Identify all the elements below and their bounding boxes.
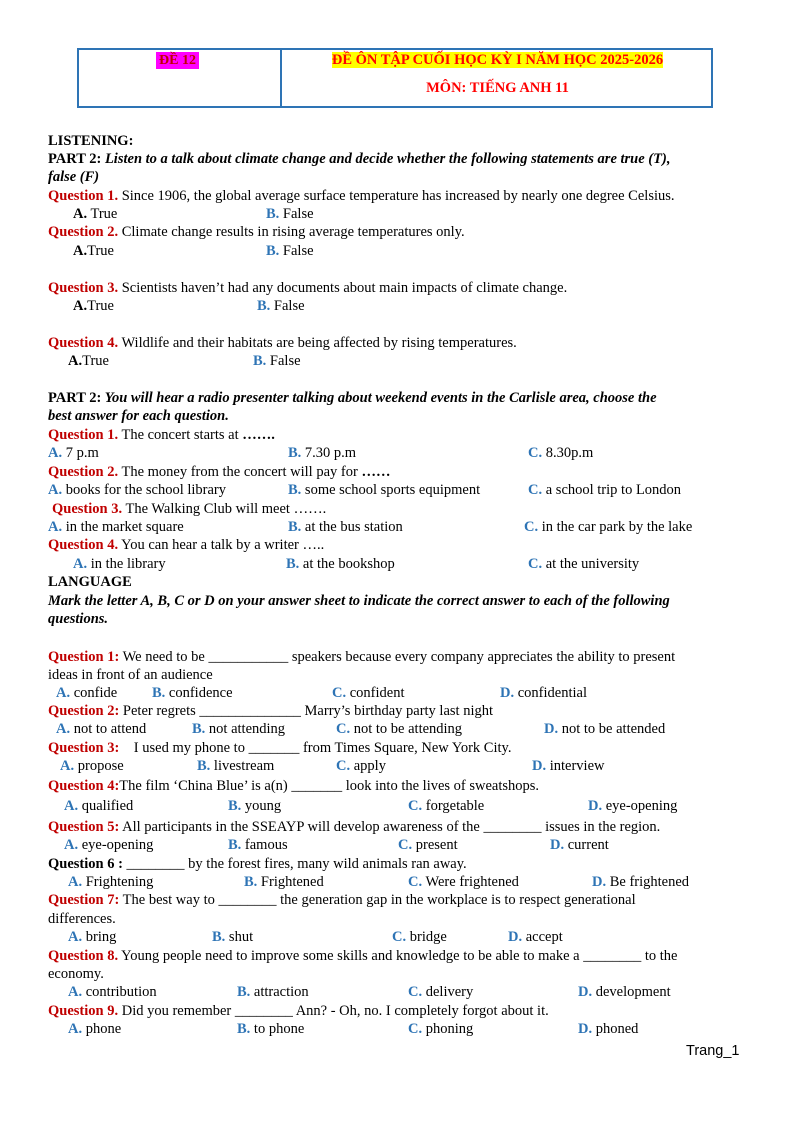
tf-question-1: Question 1. Since 1906, the global average surface temperature has increased by nearly one degree Celsius.	[48, 188, 675, 204]
tf-option-false: B. False	[253, 353, 301, 369]
option-a: A. bring	[68, 929, 117, 945]
option-a: A. contribution	[68, 984, 157, 1000]
option-d: D. not to be attended	[544, 721, 666, 737]
language-question-4: Question 4:The film ‘China Blue’ is a(n) _______ look into the lives of sweatshops.	[48, 778, 540, 794]
tf-option-true: A.True	[73, 298, 114, 314]
option-a: A. eye-opening	[64, 837, 154, 853]
language-question-1: Question 1: We need to be ___________ speakers because every company appreciates the ability to present	[48, 649, 676, 665]
language-question-7: Question 7: The best way to ________ the generation gap in the workplace is to respect generational	[48, 892, 636, 908]
listening-heading: LISTENING:	[48, 133, 134, 149]
part-b-instruction-2: best answer for each question.	[48, 408, 229, 424]
language-question-6: Question 6 : ________ by the forest fires, many wild animals ran away.	[48, 856, 467, 872]
tf-question-4: Question 4. Wildlife and their habitats are being affected by rising temperatures.	[48, 335, 517, 351]
option-a: A. in the market square	[48, 519, 184, 535]
option-d: D. interview	[532, 758, 605, 774]
option-b: B. attraction	[237, 984, 309, 1000]
option-a: A. qualified	[64, 798, 134, 814]
option-a: A. books for the school library	[48, 482, 227, 498]
option-c: C. 8.30p.m	[528, 445, 594, 461]
mc-listening-question-4: Question 4. You can hear a talk by a writer …..	[48, 537, 325, 553]
part-a-instruction: PART 2: Listen to a talk about climate change and decide whether the following statements are true (T),	[48, 151, 671, 167]
tf-option-true: A. True	[73, 206, 118, 222]
mc-listening-question-3: Question 3. The Walking Club will meet …….	[52, 501, 327, 517]
option-d: D. Be frightened	[592, 874, 690, 890]
option-b: B. some school sports equipment	[288, 482, 481, 498]
part-a-instruction-2: false (F)	[48, 169, 100, 185]
option-b: B. famous	[228, 837, 288, 853]
option-b: B. young	[228, 798, 282, 814]
question-continuation: ideas in front of an audience	[48, 667, 213, 683]
option-c: C. delivery	[408, 984, 474, 1000]
option-c: C. forgetable	[408, 798, 485, 814]
exam-title: ĐỀ ÔN TẬP CUỐI HỌC KỲ I NĂM HỌC 2025-2026	[331, 52, 664, 68]
tf-option-false: B. False	[257, 298, 305, 314]
option-d: D. current	[550, 837, 609, 853]
option-d: D. eye-opening	[588, 798, 678, 814]
option-a: A. not to attend	[56, 721, 147, 737]
page-number: Trang_1	[686, 1043, 740, 1059]
option-d: D. development	[578, 984, 671, 1000]
tf-option-false: B. False	[266, 206, 314, 222]
option-b: B. Frightened	[244, 874, 324, 890]
language-question-5: Question 5: All participants in the SSEAYP will develop awareness of the ________ issues in the region.	[48, 819, 661, 835]
option-a: A. phone	[68, 1021, 122, 1037]
language-question-2: Question 2: Peter regrets ______________ Marry’s birthday party last night	[48, 703, 494, 719]
tf-option-true: A.True	[68, 353, 109, 369]
option-d: D. phoned	[578, 1021, 639, 1037]
option-a: A. in the library	[73, 556, 166, 572]
option-b: B. shut	[212, 929, 254, 945]
option-c: C. not to be attending	[336, 721, 463, 737]
option-c: C. present	[398, 837, 458, 853]
exam-subject: MÔN: TIẾNG ANH 11	[426, 80, 569, 96]
mc-listening-question-2: Question 2. The money from the concert will pay for ……	[48, 464, 391, 480]
language-instruction-2: questions.	[48, 611, 109, 627]
question-continuation: differences.	[48, 911, 116, 927]
exam-code: ĐỀ 12	[156, 52, 199, 69]
question-continuation: economy.	[48, 966, 104, 982]
tf-question-3: Question 3. Scientists haven’t had any documents about main impacts of climate change.	[48, 280, 568, 296]
option-b: B. to phone	[237, 1021, 305, 1037]
language-question-3: Question 3: I used my phone to _______ from Times Square, New York City.	[48, 740, 512, 756]
option-d: D. confidential	[500, 685, 587, 701]
language-instruction: Mark the letter A, B, C or D on your answer sheet to indicate the correct answer to each of the following	[48, 593, 670, 609]
option-c: C. Were frightened	[408, 874, 519, 890]
option-d: D. accept	[508, 929, 563, 945]
part-b-instruction: PART 2: You will hear a radio presenter talking about weekend events in the Carlisle area, choose the	[48, 390, 657, 406]
option-b: B. 7.30 p.m	[288, 445, 357, 461]
option-b: B. not attending	[192, 721, 286, 737]
language-question-9: Question 9. Did you remember ________ Ann? - Oh, no. I completely forgot about it.	[48, 1003, 549, 1019]
tf-question-2: Question 2. Climate change results in rising average temperatures only.	[48, 224, 465, 240]
option-c: C. confident	[332, 685, 405, 701]
option-a: A. Frightening	[68, 874, 154, 890]
option-b: B. confidence	[152, 685, 233, 701]
option-c: C. at the university	[528, 556, 640, 572]
option-a: A. propose	[60, 758, 124, 774]
option-b: B. at the bus station	[288, 519, 403, 535]
option-b: B. at the bookshop	[286, 556, 395, 572]
option-b: B. livestream	[197, 758, 275, 774]
option-a: A. 7 p.m	[48, 445, 99, 461]
tf-option-false: B. False	[266, 243, 314, 259]
option-c: C. phoning	[408, 1021, 474, 1037]
mc-listening-question-1: Question 1. The concert starts at …….	[48, 427, 275, 443]
tf-option-true: A.True	[73, 243, 114, 259]
option-c: C. in the car park by the lake	[524, 519, 693, 535]
language-question-8: Question 8. Young people need to improve some skills and knowledge to be able to make a ________ to the	[48, 948, 678, 964]
language-heading: LANGUAGE	[48, 574, 132, 590]
option-c: C. apply	[336, 758, 386, 774]
option-c: C. a school trip to London	[528, 482, 682, 498]
option-a: A. confide	[56, 685, 118, 701]
option-c: C. bridge	[392, 929, 447, 945]
